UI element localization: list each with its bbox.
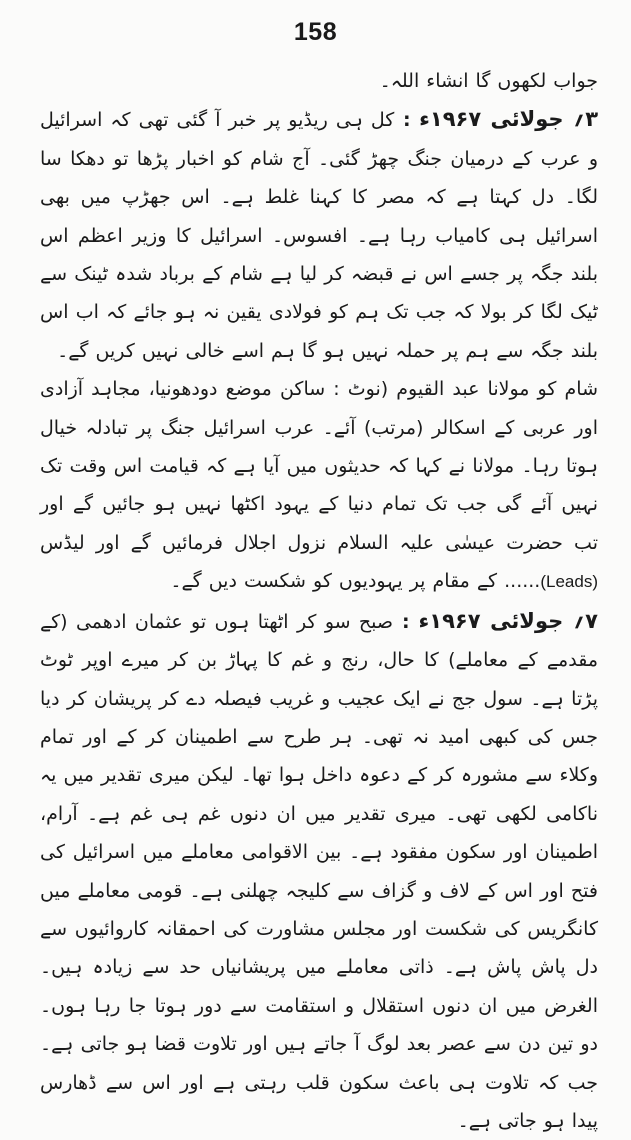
entry-text: صبح سو کر اٹھتا ہوں تو عثمان ادھمی (کے مقدمے کے معاملے) کا حال، رنج و غم کا پہاڑ بن کر میرے اوپر ٹوٹ پڑتا ہے۔ سول جج نے ایک عجیب و غریب فیصلہ دے کر پریشان کر دیا جس کی کبھی امید نہ تھی۔ ہر طرح سے اطمینان کر کے اور تمام وکلاء سے مشورہ کر کے دعوہ داخل ہوا تھا۔ لیکن میری تقدیر میں یہ ناکامی لکھی تھی۔ میری تقدیر میں ان دنوں غم ہی غم ہے۔ آرام، اطمینان اور سکون مفقود ہے۔ بین الاقوامی معاملے میں اسرائیل کی فتح اور اس کے لاف و گزاف سے کلیجہ چھلنی ہے۔ قومی معاملے میں کانگریس کی شکست اور مجلس مشاورت کی احمقانہ کاروائیوں سے دل پاش پاش ہے۔ ذاتی معاملے میں پریشانیاں حد سے زیادہ ہیں۔ الغرض میں ان دنوں استقلال و استقامت سے دور ہوتا جا رہا ہوں۔ دو تین دن سے عصر بعد لوگ آ جاتے ہیں اور تلاوت قضا ہو جاتی ہے۔ جب کہ تلاوت ہی باعث سکون قلب رہتی ہے اور اس سے ڈھارس پیدا ہو جاتی ہے۔: [40, 610, 598, 1132]
date-separator: :: [394, 109, 420, 132]
latin-word: (Leads): [540, 572, 598, 592]
paragraph-closing-line: [40, 62, 598, 100]
page-number: 158: [293, 18, 338, 46]
entry-date: ۳؍ جولائی ۱۹۶۷ء: [419, 107, 599, 132]
paragraph-maulana-visit: [40, 370, 598, 601]
entry-july-3: [40, 100, 598, 370]
entry-july-7: [40, 602, 598, 1140]
diary-text: [40, 62, 598, 1140]
entry-date: ۷؍ جولائی ۱۹۶۷ء: [418, 608, 598, 633]
paragraph-text-after: ...... کے مقام پر یہودیوں کو شکست دیں گے۔: [170, 570, 541, 593]
paragraph-text: جواب لکھوں گا انشاء اللہ۔: [379, 70, 598, 92]
date-separator: :: [393, 610, 419, 633]
entry-text: کل ہی ریڈیو پر خبر آ گئی تھی کہ اسرائیل و عرب کے درمیان جنگ چھڑ گئی۔ آج شام کو اخبار پڑھا تو دھکا سا لگا۔ دل کہتا ہے کہ مصر کا کہنا غلط ہے۔ اس جھڑپ میں بھی اسرائیل ہی کامیاب رہا ہے۔ افسوس۔ اسرائیل کا وزیر اعظم اس بلند جگہ پر جسے اس نے قبضہ کر لیا ہے شام کے برباد شدہ ٹینک سے ٹیک لگا کر بولا کہ جب تک ہم کو فولادی یقین نہ ہو جائے کہ اب اس بلند جگہ سے ہم پر حملہ نہیں ہو گا ہم اسے خالی نہیں کریں گے۔: [40, 109, 598, 362]
paragraph-text-before: شام کو مولانا عبد القیوم (نوٹ : ساکن موضع دودھونیا، مجاہد آزادی اور عربی کے اسکالر (مرتب) آئے۔ عرب اسرائیل جنگ پر تبادلہ خیال ہوتا رہا۔ مولانا نے کہا کہ حدیثوں میں آیا ہے کہ قیامت اس وقت تک نہیں آئے گی جب تک تمام دنیا کے یہود اکٹھا نہیں ہو جائیں گے اور تب حضرت عیسٰی علیہ السلام نزول اجلال فرمائیں گے اور لیڈس: [40, 378, 598, 554]
